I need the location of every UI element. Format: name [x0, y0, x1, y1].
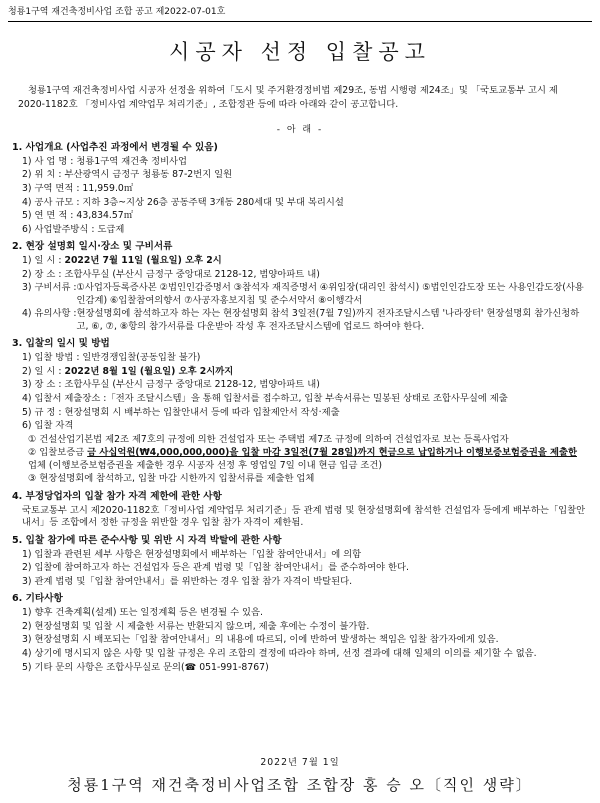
list-item: 5) 연 면 적 : 43,834.57㎡	[22, 210, 134, 222]
phone-icon: ☎	[184, 661, 197, 673]
section-heading: 2. 현장 설명회 일시·장소 및 구비서류	[12, 241, 173, 253]
intro-paragraph: 청룡1구역 재건축정비사업 시공자 선정을 위하여「도시 및 주거환경정비법 제29조, 동법 시행령 제24조」및 「국토교통부 고시 제2020-1182호 「정비사업 계약업무 처리기준」, 조합정관 등에 따라 아래와 같이 공고합니다.	[18, 85, 558, 111]
list-item: 2) 장 소 : 조합사무실 (부산시 금정구 중앙대로 2128-12, 범양아파트 내)	[22, 268, 320, 280]
list-item: 1) 입찰과 관련된 세부 사항은 현장설명회에서 배부하는「입찰 참여안내서」에 의함	[22, 548, 362, 560]
section-heading: 3. 입찰의 일시 및 방법	[12, 338, 110, 350]
list-item: 6) 사업발주방식 : 도급제	[22, 223, 125, 235]
ahrae-divider: - 아 래 -	[276, 125, 324, 135]
list-item: 6) 입찰 자격	[22, 420, 74, 432]
section-body: 국토교통부 고시 제2020-1182호「정비사업 계약업무 처리기준」등 관계 법령 및 현장설명회에 참석한 건설업자 등에게 배부하는「입찰안내서」등 조합에서 정한 규정을 위반할 경우 입찰 참가 자격이 제한됨.	[22, 504, 586, 529]
qualification-item: ① 건설산업기본법 제2조 제7호의 규정에 의한 건설업자 또는 주택법 제7조 규정에 의하여 건설업자로 보는 등록사업자	[28, 433, 509, 445]
list-item: 4) 공사 규모 : 지하 3층~지상 26층 공동주택 3개동 280세대 및 부대 복리시설	[22, 196, 344, 208]
list-item: 3) 구비서류 : ①사업자등록증사본 ②법인인감증명서 ③참석자 재직증명서 ④위임장(대리인 참석시) ⑤법인인감도장 또는 사용인감도장(사용인감계) ⑥입찰참여의향서 ⑦사공자홍보지침 및 준수서약서 ⑧이행각서	[22, 282, 584, 306]
section-compliance	[12, 535, 588, 589]
list-item: 2) 일 시 : 2022년 8월 1일 (월요일) 오후 2시까지	[22, 365, 234, 377]
notice-content	[12, 140, 588, 675]
list-item: 4) 입찰서 제출장소 :「전자 조달시스템」을 통해 입찰서를 접수하고, 입찰 부속서류는 밀봉된 상태로 조합사무실에 제출	[22, 393, 508, 405]
list-item: 1) 입찰 방법 : 일반경쟁입찰(공동입찰 불가)	[22, 352, 201, 364]
section-restriction	[12, 491, 588, 530]
section-bidding	[12, 338, 588, 485]
section-heading: 6. 기타사항	[12, 593, 63, 605]
section-heading: 1. 사업개요 (사업추진 과정에서 변경될 수 있음)	[12, 142, 218, 153]
notice-date: 2022년 7월 1일	[260, 757, 340, 768]
list-item: 4) 상기에 명시되지 않은 사항 및 입찰 규정은 우리 조합의 결정에 따라야 하며, 선정 결과에 대해 일체의 이의를 제기할 수 없음.	[22, 648, 537, 660]
closing-signature: 청룡1구역 재건축정비사업조합 조합장 홍 승 오〔직인 생략〕	[67, 776, 533, 794]
notice-header: 청룡1구역 재건축정비사업 조합 공고 제2022-07-01호	[8, 6, 592, 22]
list-item: 1) 일 시 : 2022년 7월 11일 (월요일) 오후 2시	[22, 255, 222, 267]
list-item: 3) 현장설명회 시 배포되는「입찰 참여안내서」의 내용에 따르되, 이에 반하여 발생하는 책임은 입찰 참가자에게 있음.	[22, 634, 499, 646]
list-item: 1) 향후 건축계획(설계) 또는 일정계획 등은 변경될 수 있음.	[22, 607, 263, 619]
section-project-overview	[12, 142, 588, 236]
list-item: 4) 유의사항 : 현장설명회에 참석하고자 하는 자는 현장설명회 참석 3일전(7월 7일)까지 전자조달시스템 '나라장터' 현장설명회 참가신청하고, ⑥, ⑦, ⑧항의 참가서류를 다운받아 작성 후 전자조달시스템에 업로드 하여야 한다.	[22, 308, 580, 332]
list-item: 5) 기타 문의 사항은 조합사무실로 문의(☎ 051-991-8767)	[22, 661, 269, 673]
qualification-item: ③ 현장설명회에 참석하고, 입찰 마감 시한까지 입찰서류를 제출한 업체	[28, 473, 315, 485]
page-title: 시공자 선정 입찰공고	[169, 40, 431, 64]
list-item: 3) 관계 법령 및「입찰 참여안내서」를 위반하는 경우 입찰 참가 자격이 박탈된다.	[22, 575, 353, 587]
list-item: 3) 구역 면적 : 11,959.0㎡	[22, 183, 134, 195]
section-heading: 5. 입찰 참가에 따른 준수사항 및 위반 시 자격 박탈에 관한 사항	[12, 534, 282, 546]
section-other	[12, 593, 588, 674]
list-item: 2) 입찰에 참여하고자 하는 건설업자 등은 관계 법령 및「입찰 참여안내서」를 준수하여야 한다.	[22, 562, 409, 574]
qualification-item: ② 입찰보증금 금 사십억원(₩4,000,000,000)을 입찰 마감 3일전(7월 28일)까지 현금으로 납입하거나 이행보증보험증권을 제출한 업체 (이행보증보험증권을 제출한 경우 시공자 선정 후 영업일 7일 이내 현금 입금 조건)	[28, 447, 577, 471]
section-heading: 4. 부정당업자의 입찰 참가 자격 제한에 관한 사항	[12, 490, 222, 502]
list-item: 2) 위 치 : 부산광역시 금정구 청룡동 87-2번지 일원	[22, 169, 233, 181]
section-site-briefing	[12, 241, 588, 333]
list-item: 3) 장 소 : 조합사무실 (부산시 금정구 중앙대로 2128-12, 범양아파트 내)	[22, 379, 320, 391]
list-item: 1) 사 업 명 : 청룡1구역 재건축 정비사업	[22, 155, 188, 167]
list-item: 5) 규 정 : 현장설명회 시 배부하는 입찰안내서 등에 따라 입찰제안서 작성·제출	[22, 406, 340, 418]
list-item: 2) 현장설명회 및 입찰 시 제출한 서류는 반환되지 않으며, 제출 후에는 수정이 불가함.	[22, 620, 370, 632]
